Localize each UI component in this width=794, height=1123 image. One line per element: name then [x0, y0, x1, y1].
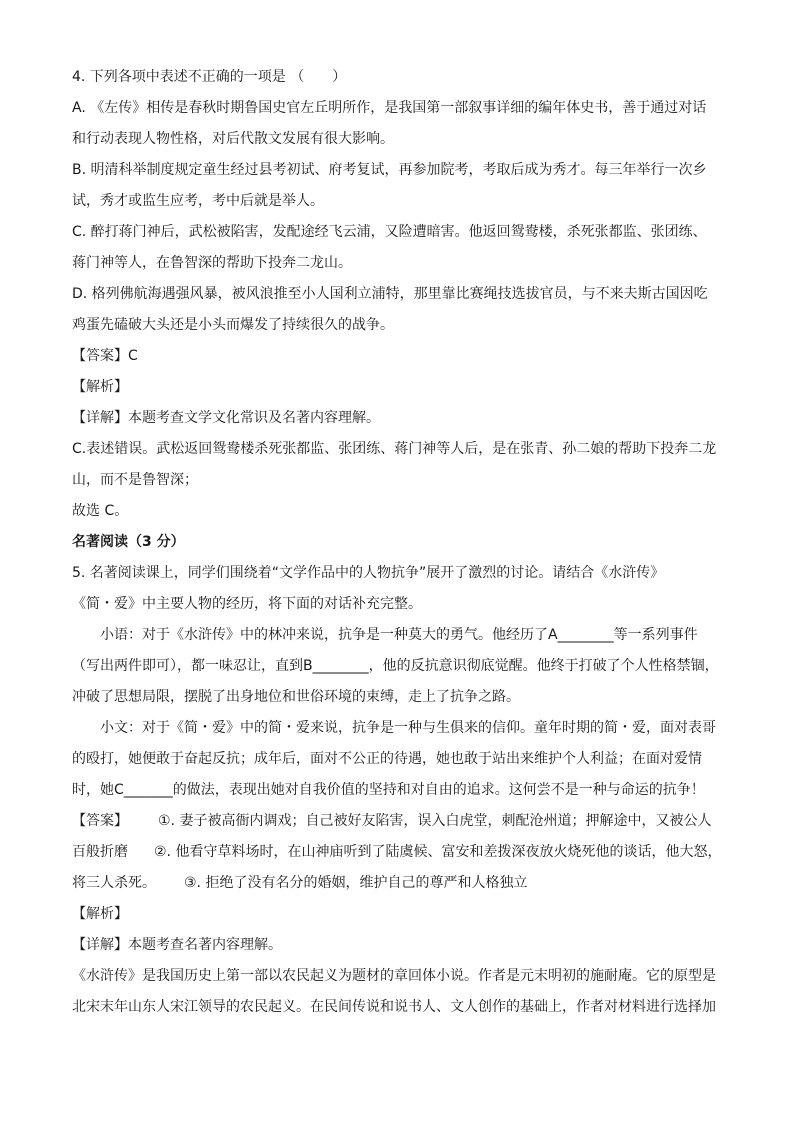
q4-explanation-line1: C.表述错误。武松返回鸳鸯楼杀死张都监、张团练、蒋门神等人后，是在张青、孙二娘的帮助下投奔二龙 [72, 441, 717, 457]
q4-option-c-line1: C. 醉打蒋门神后，武松被陷害，发配途经飞云浦，又险遭暗害。他返回鸳鸯楼，杀死张都监、张团练、 [72, 224, 707, 240]
q4-detail: 【详解】本题考查文学文化常识及名著内容理解。 [72, 410, 380, 426]
q5-answer-line2 [72, 837, 732, 868]
q5-answer-1a: ①. 妻子被高衙内调戏；自己被好友陷害，误入白虎堂，刺配沧州道；押解途中，又被公人 [158, 813, 712, 829]
q5-explanation-line1: 《水浒传》是我国历史上第一部以农民起义为题材的章回体小说。作者是元末明初的施耐庵。它的原型是 [72, 968, 716, 984]
q5-answer-2a: ②. 他看守草料场时，在山神庙听到了陆虞候、富安和差拨深夜放火烧死他的谈话，他大怒， [154, 844, 722, 860]
document-page [72, 62, 732, 1023]
q4-conclusion: 故选 C。 [72, 503, 129, 519]
q5-explanation-line2: 北宋末年山东人宋江领导的农民起义。在民间传说和说书人、文人创作的基础上，作者对材料进行选择加 [72, 999, 716, 1015]
q5-answer-3: ③. 拒绝了没有名分的婚姻，维护自己的尊严和人格独立 [184, 875, 528, 891]
q4-option-d-line1: D. 格列佛航海遇强风暴，被风浪推至小人国利立浦特，那里靠比赛绳技选拔官员，与不来夫斯古国因吃 [72, 286, 708, 302]
q5-detail: 【详解】本题考查名著内容理解。 [72, 937, 282, 953]
blank-a: A________ [548, 627, 614, 643]
q5-dialogue-2-line2: 的殴打，她便敢于奋起反抗；成年后，面对不公正的待遇，她也敢于站出来维护个人利益；在面对爱情 [72, 751, 702, 767]
q5-p1-text-b: 等一系列事件 [613, 627, 698, 643]
q5-dialogue-2-line3 [72, 775, 732, 806]
q5-answer-label: 【答案】 [72, 813, 128, 829]
q5-answer-1b: 百般折磨 [72, 844, 128, 860]
q4-analysis-label: 【解析】 [72, 379, 128, 395]
q5-stem-line2: 《简・爱》中主要人物的经历，将下面的对话补充完整。 [72, 596, 422, 612]
q4-option-d-line2: 鸡蛋先磕破大头还是小头而爆发了持续很久的战争。 [72, 317, 394, 333]
q5-p1-text-d: ，他的反抗意识彻底觉醒。他终于打破了个人性格禁锢， [368, 658, 719, 674]
q4-option-a-line1: A. 《左传》相传是春秋时期鲁国史官左丘明所作，是我国第一部叙事详细的编年体史书，善于通过对话 [72, 100, 707, 116]
q4-explanation-line2: 山，而不是鲁智深； [72, 472, 198, 488]
blank-b: B________ [303, 658, 369, 674]
q5-analysis-label: 【解析】 [72, 906, 128, 922]
q4-option-b-line2: 试，秀才或监生应考，考中后就是举人。 [72, 193, 324, 209]
q5-dialogue-2-line1: 小文：对于《简・爱》中的简・爱来说，抗争是一种与生俱来的信仰。童年时期的简・爱，面对表哥 [100, 720, 716, 736]
q5-p1-text-a: 小语：对于《水浒传》中的林冲来说，抗争是一种莫大的勇气。他经历了 [100, 627, 548, 643]
q5-dialogue-1-line1 [72, 620, 732, 651]
q5-answer-line3 [72, 868, 732, 899]
q5-answer-2b: 将三人杀死。 [72, 875, 156, 891]
q4-answer: 【答案】C [72, 348, 138, 364]
blank-c: C_______ [114, 782, 173, 798]
q4-stem: 4. 下列各项中表述不正确的一项是 （ ） [72, 69, 347, 85]
q4-option-a-line2: 和行动表现人物性格，对后代散文发展有很大影响。 [72, 131, 394, 147]
q5-dialogue-1-line3: 冲破了思想局限，摆脱了出身地位和世俗环境的束缚，走上了抗争之路。 [72, 689, 520, 705]
section-title: 名著阅读（3 分） [72, 534, 185, 550]
q5-p2-text-d: 的做法，表现出她对自我价值的坚持和对自由的追求。这何尝不是一种与命运的抗争！ [172, 782, 705, 798]
q4-option-c-line2: 蒋门神等人，在鲁智深的帮助下投奔二龙山。 [72, 255, 352, 271]
q5-answer-line1 [72, 806, 732, 837]
q4-option-b-line1: B. 明清科举制度规定童生经过县考初试、府考复试，再参加院考，考取后成为秀才。每三年举行一次乡 [72, 162, 707, 178]
q5-p2-text-c: 时，她 [72, 782, 114, 798]
q5-stem-line1: 5. 名著阅读课上，同学们围绕着“文学作品中的人物抗争”展开了激烈的讨论。请结合《水浒传》 [72, 565, 665, 581]
q5-dialogue-1-line2 [72, 651, 732, 682]
q5-p1-text-c: （写出两件即可），都一味忍让，直到 [72, 658, 303, 674]
